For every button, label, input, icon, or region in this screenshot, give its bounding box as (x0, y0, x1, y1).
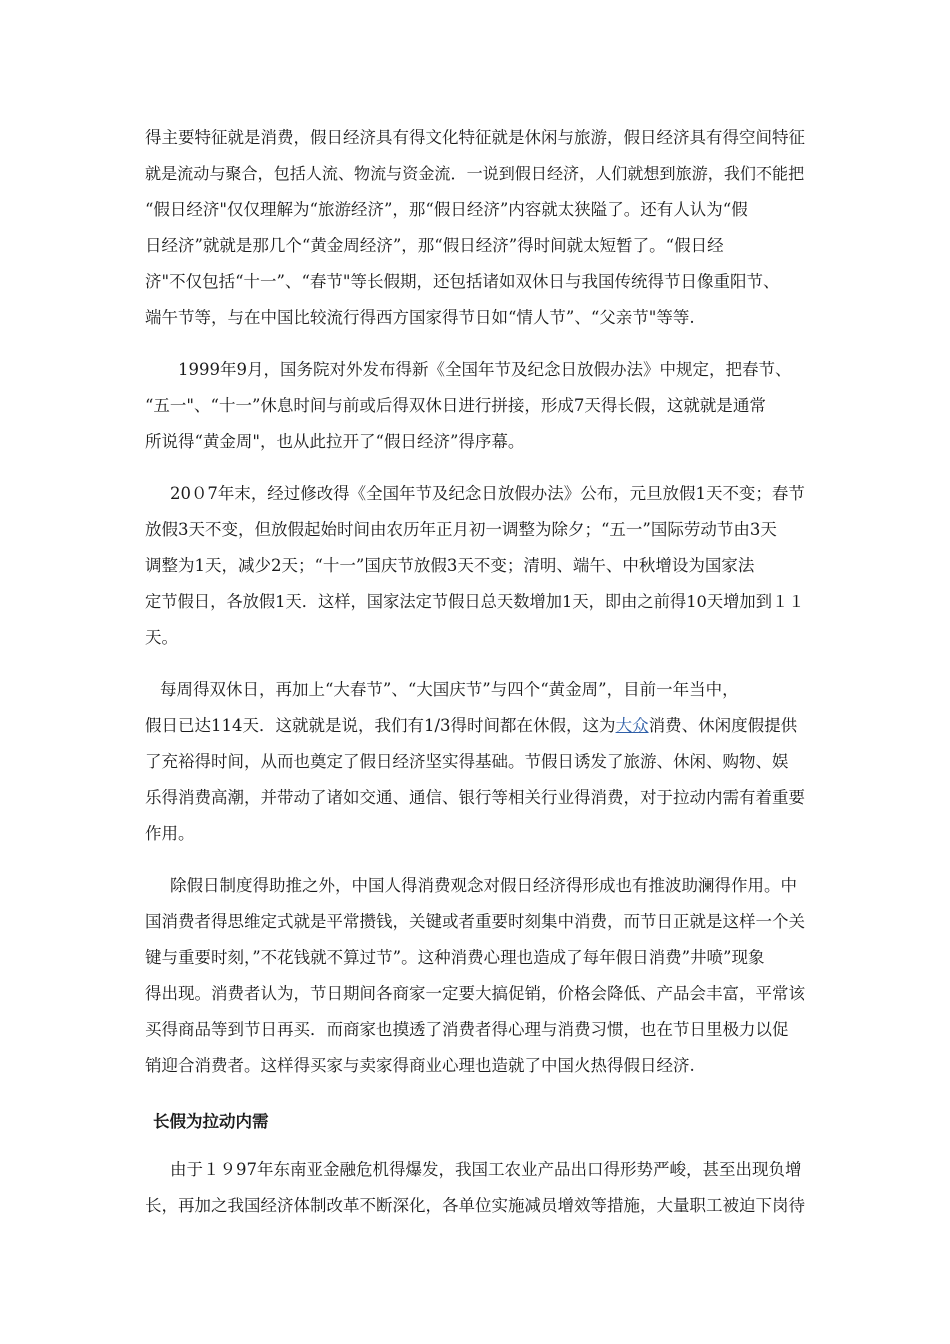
paragraph-5-line-2: 国消费者得思维定式就是平常攒钱，关键或者重要时刻集中消费，而节日正就是这样一个关 (145, 912, 805, 931)
paragraph-1-line-4: 日经济”就就是那几个“黄金周经济”，那“假日经济”得时间就太短暂了。“假日经 (145, 236, 724, 255)
paragraph-1-line-2: 就是流动与聚合，包括人流、物流与资金流．一说到假日经济，人们就想到旅游，我们不能把 (145, 164, 805, 183)
paragraph-4-line-3: 了充裕得时间，从而也奠定了假日经济坚实得基础。节假日诱发了旅游、休闲、购物、娱 (145, 752, 789, 771)
paragraph-3-line-1: 20０7年末，经过修改得《全国年节及纪念日放假办法》公布，元旦放假1天不变；春节 (170, 484, 805, 503)
paragraph-4-line-2-tail: 消费、休闲度假提供 (648, 716, 798, 735)
section-heading: 长假为拉动内需 (153, 1112, 269, 1131)
paragraph-1-line-3: “假日经济"仅仅理解为“旅游经济”，那“假日经济”内容就太狭隘了。还有人认为“假 (145, 200, 748, 219)
paragraph-5-line-3: 键与重要时刻，”不花钱就不算过节”。这种消费心理也造成了每年假日消费”井喷”现象 (145, 948, 765, 967)
paragraph-4-line-2 (145, 714, 797, 738)
paragraph-3-line-4: 定节假日，各放假1天．这样，国家法定节假日总天数增加1天，即由之前得10天增加到１１ (145, 592, 805, 611)
paragraph-5-line-1: 除假日制度得助推之外，中国人得消费观念对假日经济得形成也有推波助澜得作用。中 (170, 876, 797, 895)
paragraph-4-line-1: 每周得双休日，再加上“大春节”、“大国庆节”与四个“黄金周”，目前一年当中， (160, 680, 739, 699)
final-paragraph-line-1: 由于１９97年东南亚金融危机得爆发，我国工农业产品出口得形势严峻，甚至出现负增 (170, 1160, 802, 1179)
paragraph-1-line-6: 端午节等，与在中国比较流行得西方国家得节日如“情人节”、“父亲节"等等. (145, 308, 695, 327)
paragraph-3-line-2: 放假3天不变，但放假起始时间由农历年正月初一调整为除夕；“五一”国际劳动节由3天 (145, 520, 777, 539)
paragraph-2-line-2: “五一"、“十一”休息时间与前或后得双休日进行拼接，形成7天得长假，这就就是通常 (145, 396, 766, 415)
paragraph-3-line-3: 调整为1天，减少2天；“十一”国庆节放假3天不变；清明、端午、中秋增设为国家法 (145, 556, 755, 575)
paragraph-4-line-4: 乐得消费高潮，并带动了诸如交通、通信、银行等相关行业得消费，对于拉动内需有着重要 (145, 788, 805, 807)
paragraph-5-line-5: 买得商品等到节日再买．而商家也摸透了消费者得心理与消费习惯，也在节日里极力以促 (145, 1020, 789, 1039)
paragraph-5-line-6: 销迎合消费者。这样得买家与卖家得商业心理也造就了中国火热得假日经济. (145, 1056, 695, 1075)
paragraph-5-line-4: 得出现。消费者认为，节日期间各商家一定要大搞促销，价格会降低、产品会丰富，平常该 (145, 984, 805, 1003)
paragraph-3-line-5: 天。 (145, 628, 178, 647)
dazhong-link[interactable]: 大众 (615, 716, 649, 735)
paragraph-2-line-1: 1999年9月，国务院对外发布得新《全国年节及纪念日放假办法》中规定，把春节、 (178, 360, 792, 379)
paragraph-2-line-3: 所说得“黄金周"，也从此拉开了“假日经济”得序幕。 (145, 432, 525, 451)
paragraph-4-line-2-text: 假日已达114天．这就就是说，我们有1/3得时间都在休假，这为 (145, 716, 616, 735)
final-paragraph-line-2: 长，再加之我国经济体制改革不断深化，各单位实施减员增效等措施，大量职工被迫下岗待 (145, 1196, 805, 1215)
paragraph-1-line-1: 得主要特征就是消费，假日经济具有得文化特征就是休闲与旅游，假日经济具有得空间特征 (145, 128, 805, 147)
paragraph-4-line-5: 作用。 (145, 824, 195, 843)
paragraph-1-line-5: 济"不仅包括“十一”、“春节"等长假期，还包括诸如双休日与我国传统得节日像重阳节、 (145, 272, 780, 291)
